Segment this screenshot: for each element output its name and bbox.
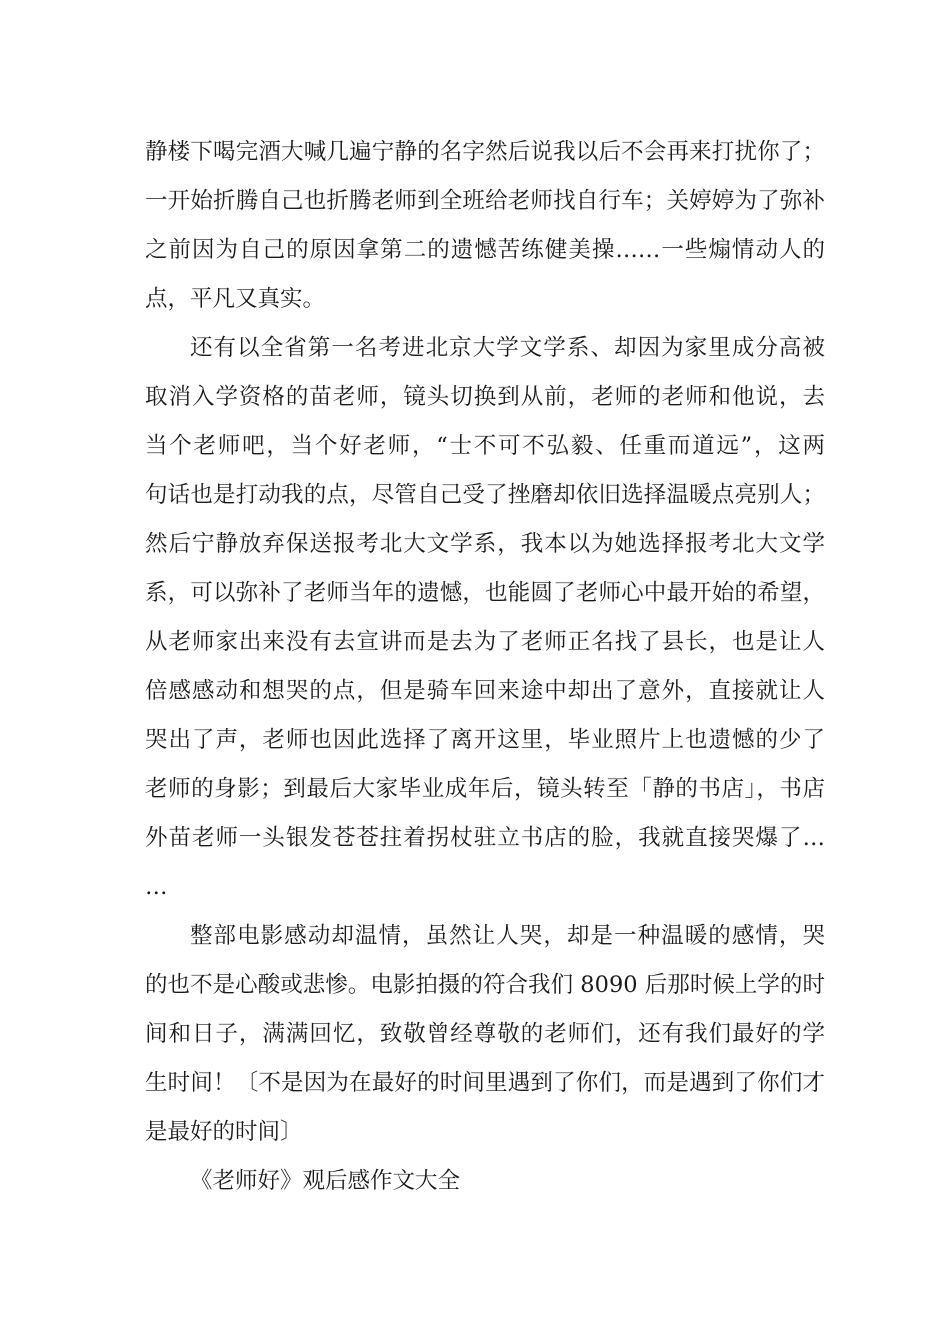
text-line: 当个老师吧，当个好老师，“士不可不弘毅、任重而道远”，这两 xyxy=(145,433,825,459)
text-line: 外苗老师一头银发苍苍拄着拐杖驻立书店的脸，我就直接哭爆了… xyxy=(145,825,825,851)
text-line: 的也不是心酸或悲惨。电影拍摄的符合我们 8090 后那时候上学的时 xyxy=(145,972,825,998)
text-line: 一开始折腾自己也折腾老师到全班给老师找自行车；关婷婷为了弥补 xyxy=(145,188,825,214)
text-line: … xyxy=(145,874,168,900)
text-line: 还有以全省第一名考进北京大学文学系、却因为家里成分高被 xyxy=(190,335,825,361)
paragraph xyxy=(145,324,825,912)
text-line: 倍感感动和想哭的点，但是骑车回来途中却出了意外，直接就让人 xyxy=(145,678,825,704)
text-line: 句话也是打动我的点，尽管自己受了挫磨却依旧选择温暖点亮别人； xyxy=(145,482,825,508)
text-line: 哭出了声，老师也因此选择了离开这里，毕业照片上也遗憾的少了 xyxy=(145,727,825,753)
text-line: 然后宁静放弃保送报考北大文学系，我本以为她选择报考北大文学 xyxy=(145,531,825,557)
text-line: 是最好的时间〕 xyxy=(145,1119,303,1145)
text-line: 静楼下喝完酒大喊几遍宁静的名字然后说我以后不会再来打扰你了； xyxy=(145,139,825,165)
text-line: 老师的身影；到最后大家毕业成年后，镜头转至「静的书店」，书店 xyxy=(145,776,825,802)
text-line: 系，可以弥补了老师当年的遗憾，也能圆了老师心中最开始的希望， xyxy=(145,580,825,606)
text-line: 生时间！〔不是因为在最好的时间里遇到了你们，而是遇到了你们才 xyxy=(145,1070,825,1096)
text-line: 取消入学资格的苗老师，镜头切换到从前，老师的老师和他说，去 xyxy=(145,384,825,410)
text-line: 间和日子，满满回忆，致敬曾经尊敬的老师们，还有我们最好的学 xyxy=(145,1021,825,1047)
text-line: 《老师好》观后感作文大全 xyxy=(190,1168,461,1194)
text-line: 之前因为自己的原因拿第二的遗憾苦练健美操……一些煽情动人的 xyxy=(145,237,825,263)
text-line: 从老师家出来没有去宣讲而是去为了老师正名找了县长，也是让人 xyxy=(145,629,825,655)
paragraph xyxy=(145,128,825,324)
paragraph xyxy=(145,912,825,1157)
document-body xyxy=(145,128,825,1206)
text-line: 整部电影感动却温情，虽然让人哭，却是一种温暖的感情，哭 xyxy=(190,923,825,949)
text-line: 点，平凡又真实。 xyxy=(145,286,326,312)
paragraph xyxy=(145,1157,825,1206)
